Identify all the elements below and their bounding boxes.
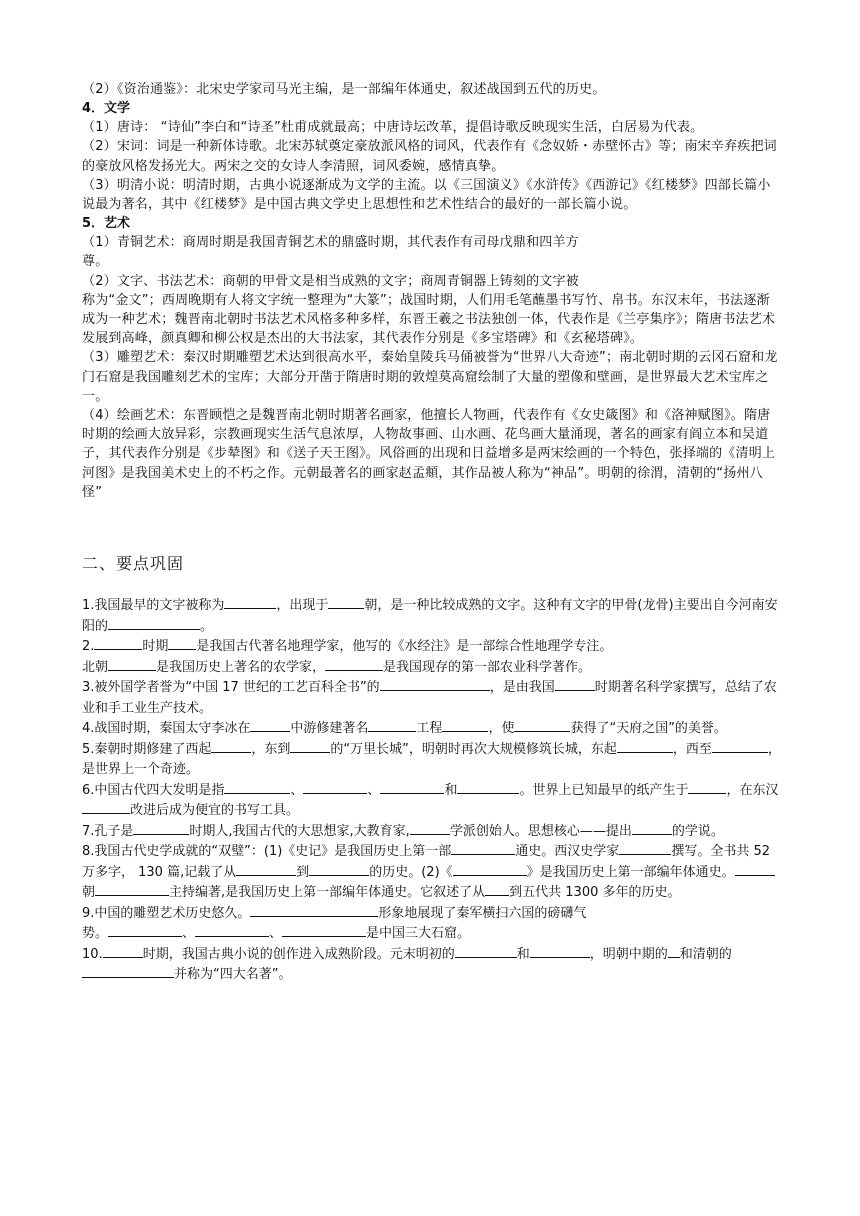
blank — [617, 740, 673, 753]
q4-text: 工程 — [416, 721, 443, 737]
q2-text: 2. — [82, 639, 95, 655]
q2-text: 是我国现存的第一部农业科学著作。 — [383, 659, 592, 675]
blank — [410, 822, 450, 835]
section-title: 二、要点巩固 — [82, 554, 185, 574]
q6-text: 、 — [367, 782, 381, 798]
q10-text: ，明朝中期的 — [589, 946, 668, 962]
q3-text: 时期著名科学家撰写，总结了农业和手工业生产技术。 — [82, 680, 777, 716]
blank — [668, 945, 680, 958]
literature-tang-poetry: （1）唐诗： “诗仙”李白和“诗圣”杜甫成就最高；中唐诗坛改革，提倡诗歌反映现实生活，白居易为代表。 — [82, 120, 704, 136]
blank — [380, 678, 490, 691]
art-bronze-line1: （1）青铜艺术：商周时期是我国青铜艺术的鼎盛时期，其代表作有司母戊鼎和四羊方 — [82, 235, 579, 251]
q1-text: 。 — [200, 618, 214, 634]
literature-heading: 4．文学 — [82, 101, 131, 117]
q6-text: 改进后成为便宜的书写工具。 — [130, 803, 300, 819]
q2-text: 是我国古代著名地理学家，他写的《水经注》是一部综合性地理学专注。 — [196, 639, 613, 655]
q4-text: 4.战国时期，秦国太守李冰在 — [82, 721, 251, 737]
q3-text: 3.被外国学者誉为“中国 17 世纪的工艺百科全书”的 — [82, 680, 380, 696]
blank — [619, 842, 671, 855]
question-4 — [82, 719, 782, 740]
q5-text: 的“万里长城”，明朝时再次大规模修筑长城，东起 — [330, 741, 617, 757]
q8-text: 的历史。(2)《 — [369, 864, 453, 880]
blank — [368, 719, 416, 732]
blank — [108, 924, 182, 937]
q5-text: ，东到 — [251, 741, 291, 757]
q8-text: 主持编著,是我国历史上第一部编年体通史。它叙述了从 — [169, 885, 486, 901]
blank — [309, 863, 369, 876]
question-8 — [82, 842, 782, 904]
q10-text: 时期，我国古典小说的创作进入成熟阶段。元末明初的 — [142, 946, 455, 962]
blank — [632, 822, 672, 835]
blank — [195, 924, 269, 937]
q4-text: 中游修建著名 — [290, 721, 369, 737]
blank — [555, 678, 595, 691]
q9-text: 形象地展现了秦军横扫六国的磅礴气 — [378, 905, 587, 921]
q1-text: 朝，是一种比较成熟的文字。这种有文字的甲骨(龙骨)主要出自今河南安阳的 — [82, 598, 778, 634]
art-calligraphy-line1: （2）文字、书法艺术：商朝的甲骨文是相当成熟的文字；商周青铜器上铸刻的文字被 — [82, 273, 579, 289]
q9-text: 势。 — [82, 926, 109, 942]
q8-text: 到 — [296, 864, 310, 880]
q8-text: 8.我国古代史学成就的“双璧”：(1)《史记》是我国历史上第一部 — [82, 844, 452, 860]
q10-text: 并称为“四大名著”。 — [174, 967, 292, 983]
blank — [530, 945, 590, 958]
literature-song-ci: （2）宋词：词是一种新体诗歌。北宋苏轼奠定豪放派风格的词风，代表作有《念奴娇・赤壁怀古》等；南宋辛弃疾把词的豪放风格发扬光大。两宋之交的女诗人李清照，词风委婉，感情真挚。 — [82, 139, 777, 174]
q7-text: 学派创始人。思想核心——提出 — [449, 823, 632, 839]
q6-text: 、 — [290, 782, 304, 798]
q4-text: ，使 — [488, 721, 515, 737]
blank — [328, 596, 364, 609]
question-3 — [82, 678, 782, 719]
art-sculpture: （3）雕塑艺术：秦汉时期雕塑艺术达到很高水平，秦始皇陵兵马俑被誉为“世界八大奇迹”；南北朝时期的云冈石窟和龙门石窟是我国雕刻艺术的宝库；大部分开凿于隋唐时期的敦煌莫高窟绘制了大量的塑像和壁画，是世界最大艺术宝库之一。 — [82, 350, 778, 404]
q10-text: 10. — [82, 946, 103, 962]
q6-text: 6.中国古代四大发明是指 — [82, 782, 225, 798]
blank — [380, 781, 444, 794]
question-7 — [82, 822, 782, 843]
blank — [451, 842, 515, 855]
art-painting: （4）绘画艺术：东晋顾恺之是魏晋南北朝时期著名画家，他擅长人物画，代表作有《女史箴图》和《洛神赋图》。隋唐时期的绘画大放异彩，宗教画现实生活气息浓厚，人物故事画、山水画、花鸟画大量涌现，著名的画家有阎立本和吴道子，其代表作分别是《步辇图》和《送子天王图》。风俗画的出现和日益增多是两宋绘画的一个特色，张择端的《清明上河图》是我国美术史上的不朽之作。元朝最著名的画家赵孟頫，其作品被人称为“神品”。明朝的徐渭，清朝的“扬州八怪” — [82, 408, 776, 500]
blank — [688, 781, 726, 794]
blank — [168, 637, 196, 650]
blank — [250, 719, 290, 732]
blank — [211, 740, 251, 753]
q6-text: 。世界上已知最早的纸产生于 — [519, 782, 689, 798]
blank — [82, 801, 130, 814]
q8-text: 撰写。全书共 52 万多字， 130 篇,记载了从 — [82, 844, 770, 880]
blank — [108, 617, 200, 630]
q5-text: 5.秦朝时期修建了西起 — [82, 741, 212, 757]
q8-text: 通史。西汉史学家 — [515, 844, 620, 860]
q2-text: 是我国历史上著名的农学家， — [156, 659, 326, 675]
question-5 — [82, 740, 782, 781]
q5-text: ，是世界上一个奇迹。 — [82, 741, 781, 778]
question-1 — [82, 596, 782, 637]
q9-text: 是中国三大石窟。 — [366, 926, 471, 942]
blank — [103, 945, 143, 958]
blank — [224, 596, 276, 609]
q10-text: 和清朝的 — [679, 946, 732, 962]
blank — [82, 965, 174, 978]
blank — [95, 883, 169, 896]
art-heading: 5．艺术 — [82, 216, 131, 232]
q8-text: 朝 — [82, 885, 96, 901]
q4-text: 获得了“天府之国”的美誉。 — [570, 721, 727, 737]
art-bronze-line2: 尊。 — [82, 254, 109, 270]
q10-text: 和 — [516, 946, 530, 962]
literature-ming-qing-novels: （3）明清小说：明清时期，古典小说逐渐成为文学的主流。以《三国演义》《水浒传》《西游记》《红楼梦》四部长篇小说最为著名，其中《红楼梦》是中国古典文学史上思想性和艺术性结合的最好的一部长篇小说。 — [82, 177, 771, 213]
question-10 — [82, 945, 782, 986]
question-9-line2 — [82, 924, 782, 945]
q1-text: ，出现于 — [276, 598, 329, 614]
blank — [325, 658, 383, 671]
blank — [108, 658, 156, 671]
art-calligraphy-rest: 称为“金文”；西周晚期有人将文字统一整理为“大篆”；战国时期，人们用毛笔蘸墨书写竹、帛书。东汉末年，书法逐渐成为一种艺术；魏晋南北朝时书法艺术风格多种多样，东晋王羲之书法独创一体，代表作是《兰亭集序》；隋唐书法艺术发展到高峰，颜真卿和柳公权是杰出的大书法家，其代表作分别是《多宝塔碑》和《玄秘塔碑》。 — [82, 292, 776, 347]
blank — [712, 740, 768, 753]
question-2-line1 — [82, 637, 782, 658]
q7-text: 的学说。 — [671, 823, 724, 839]
q1-text: 1.我国最早的文字被称为 — [82, 598, 225, 614]
q5-text: ，西至 — [672, 741, 712, 757]
q9-text: 9.中国的雕塑艺术历史悠久。 — [82, 905, 251, 921]
blank — [735, 863, 775, 876]
blank — [442, 719, 488, 732]
history-item-2: （2）《资治通鉴》：北宋史学家司马光主编，是一部编年体通史，叙述战国到五代的历史。 — [82, 82, 606, 97]
q9-text: 、 — [269, 926, 283, 942]
blank — [514, 719, 570, 732]
blank — [457, 781, 519, 794]
q8-text: 》是我国历史上第一部编年体通史。 — [526, 864, 735, 880]
q6-text: ，在东汉 — [726, 782, 779, 798]
question-6 — [82, 781, 782, 822]
q8-text: 到五代共 1300 多年的历史。 — [509, 885, 681, 901]
blank — [224, 781, 290, 794]
question-9-line1 — [82, 904, 782, 925]
q3-text: ，是由我国 — [489, 680, 555, 696]
blank — [94, 637, 142, 650]
blank — [455, 945, 517, 958]
blank — [453, 863, 527, 876]
q6-text: 和 — [444, 782, 458, 798]
document-page — [82, 80, 782, 986]
blank — [236, 863, 296, 876]
blank — [282, 924, 366, 937]
q7-text: 时期人,我国古代的大思想家,大教育家, — [189, 823, 410, 839]
blank — [133, 822, 189, 835]
q2-text: 时期 — [142, 639, 169, 655]
blank — [303, 781, 367, 794]
question-2-line2 — [82, 658, 782, 679]
q7-text: 7.孔子是 — [82, 823, 134, 839]
blank — [485, 883, 509, 896]
q2-text: 北朝 — [82, 659, 109, 675]
blank — [290, 740, 330, 753]
q9-text: 、 — [182, 926, 196, 942]
blank — [250, 904, 378, 917]
